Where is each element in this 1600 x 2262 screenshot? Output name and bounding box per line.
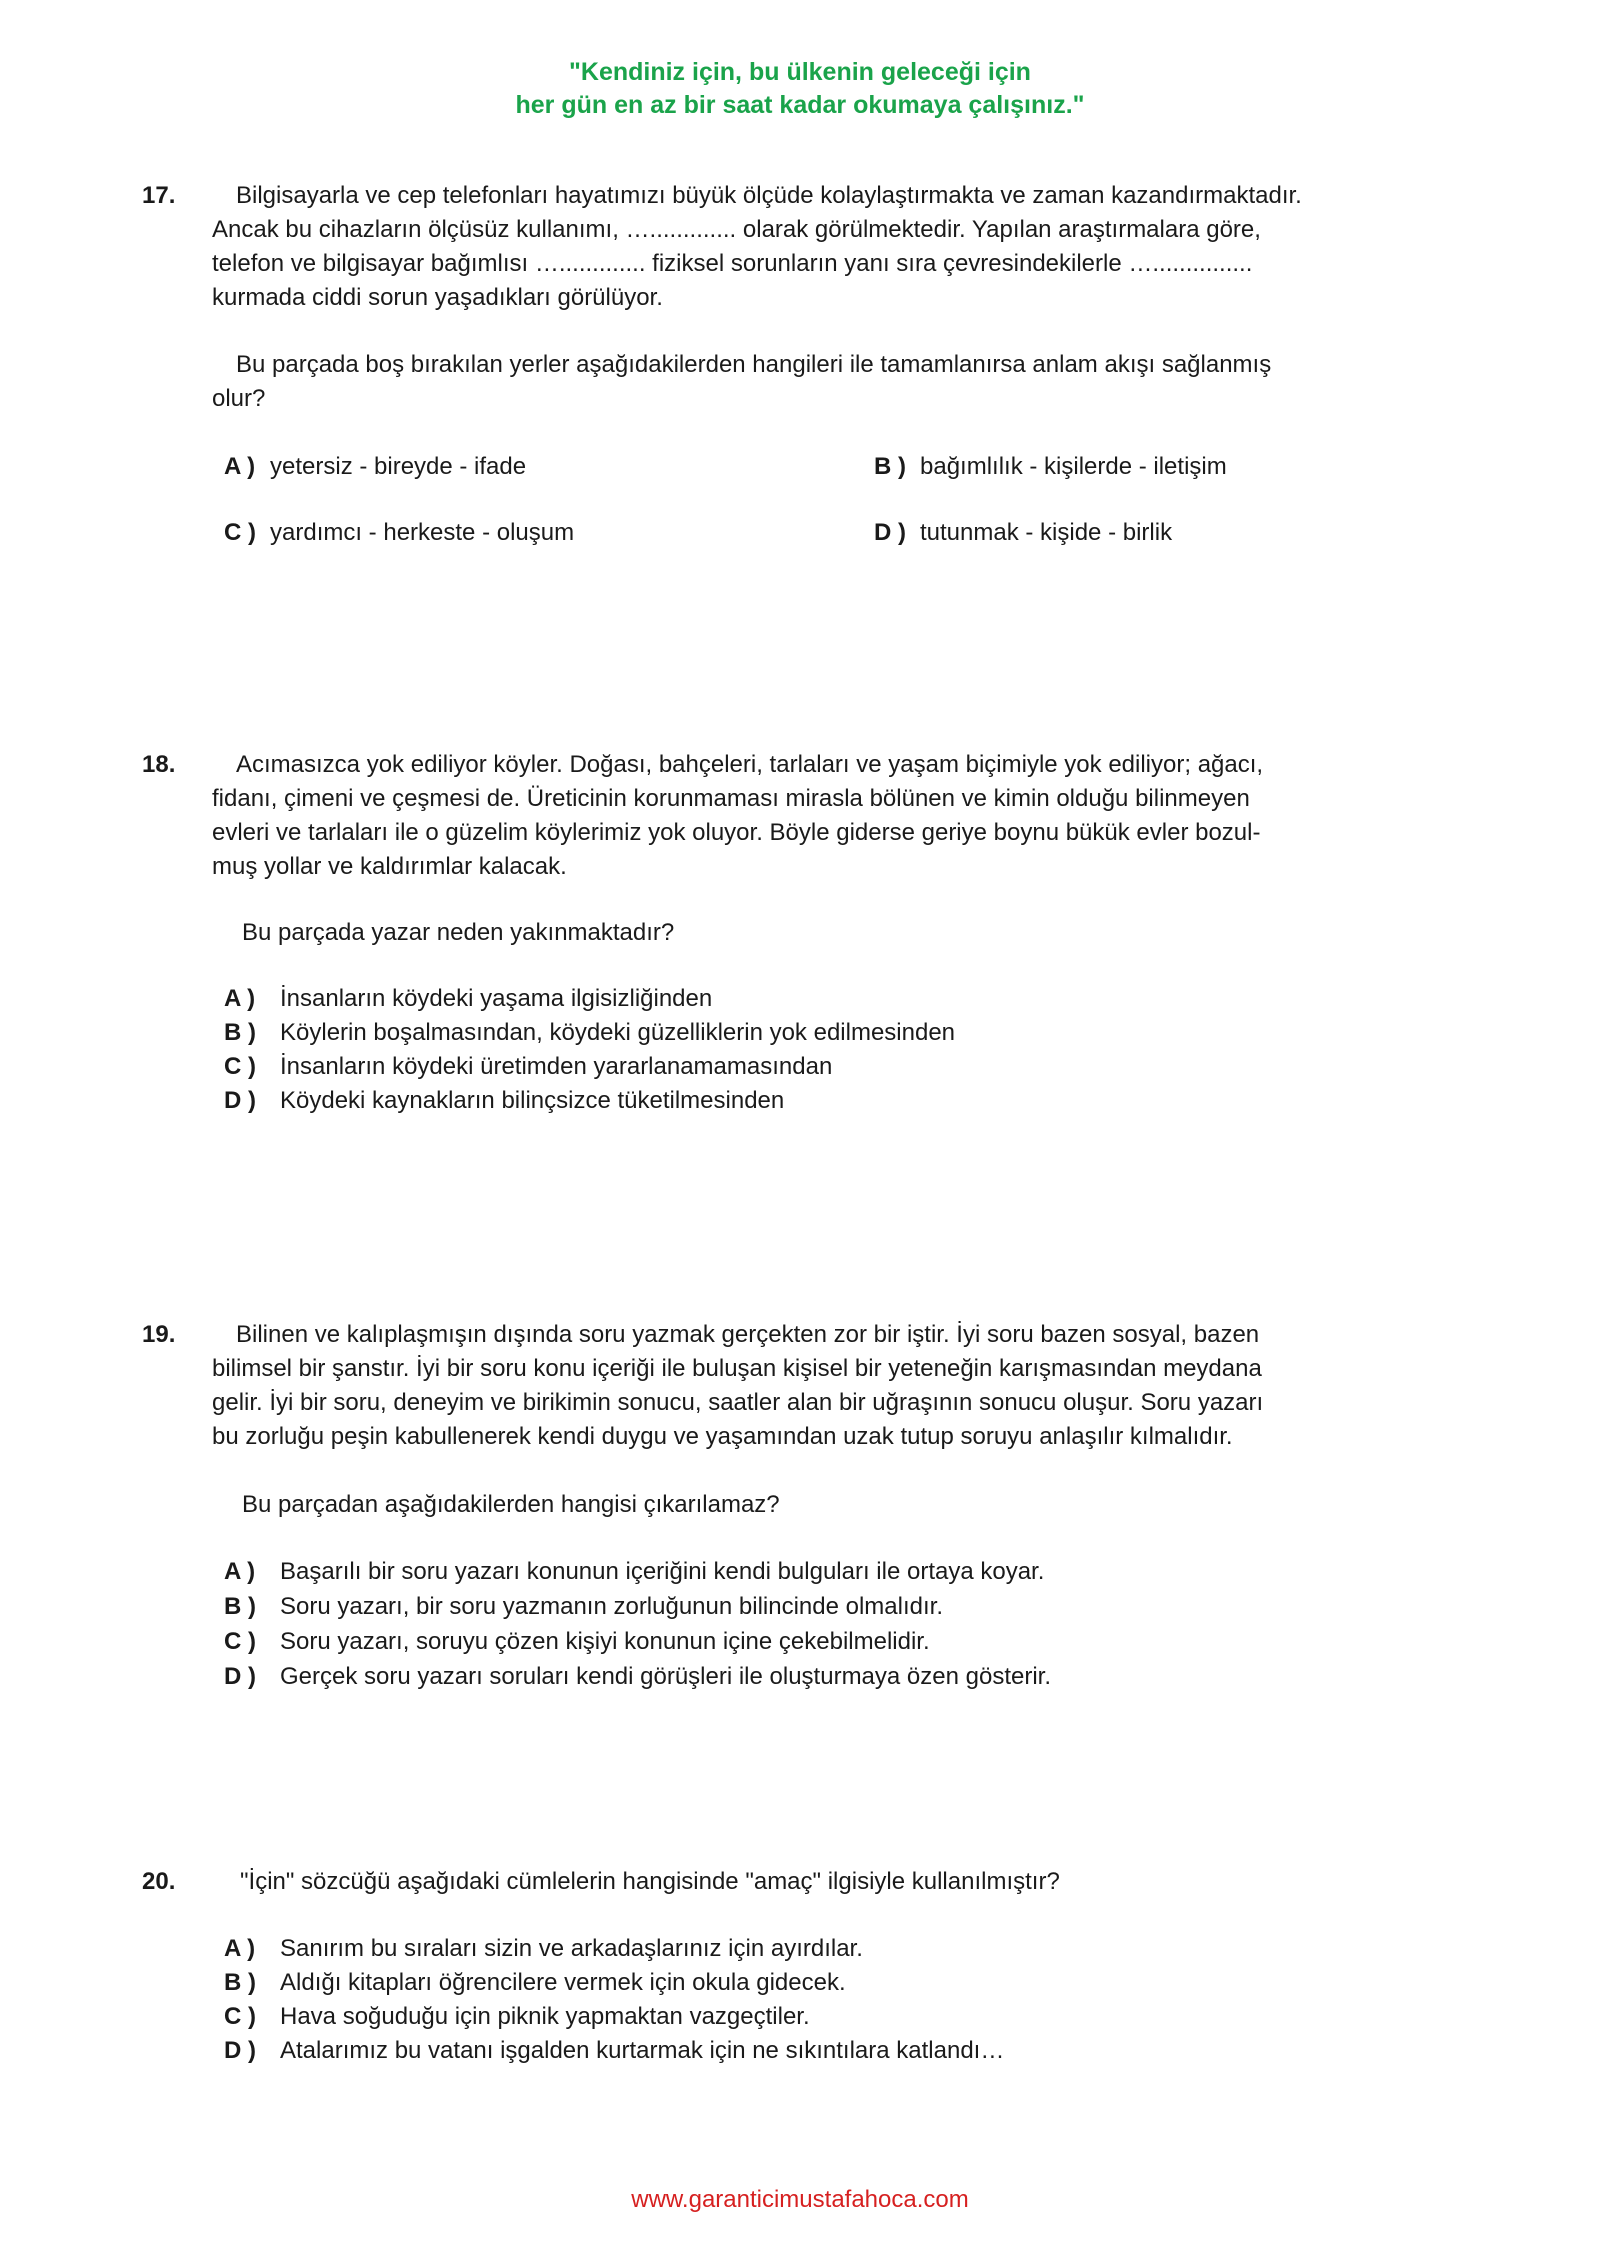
option-letter: C )	[224, 519, 256, 546]
option-b[interactable]	[224, 1016, 1442, 1050]
question-19	[142, 1318, 1442, 1695]
option-letter: D )	[224, 1087, 256, 1114]
option-d[interactable]	[224, 1084, 1442, 1118]
passage-line: Bilgisayarla ve cep telefonları hayatımızı büyük ölçüde kolaylaştırmakta ve zaman kazandırmaktadır.	[236, 182, 1302, 209]
option-text: Soru yazarı, soruyu çözen kişiyi konunun içine çekebilmelidir.	[280, 1628, 930, 1655]
option-text: İnsanların köydeki yaşama ilgisizliğinden	[280, 985, 713, 1012]
question-20	[142, 1865, 1442, 2068]
option-a[interactable]	[224, 450, 874, 484]
option-c[interactable]	[224, 1625, 1442, 1660]
question-passage	[212, 748, 1442, 884]
passage-line: evleri ve tarlaları ile o güzelim köylerimiz yok oluyor. Böyle giderse geriye boynu bükük evler bozul-	[212, 819, 1261, 846]
question-prompt	[212, 348, 1442, 416]
question-passage	[212, 1318, 1442, 1454]
option-letter: C )	[224, 1628, 256, 1655]
option-letter: D )	[224, 1663, 256, 1690]
option-text: Atalarımız bu vatanı işgalden kurtarmak için ne sıkıntılara katlandı…	[280, 2037, 1005, 2064]
option-letter: A )	[224, 1558, 256, 1585]
option-d[interactable]	[224, 2034, 1442, 2068]
passage-line: kurmada ciddi sorun yaşadıkları görülüyor.	[212, 284, 663, 311]
option-c[interactable]	[224, 516, 874, 550]
option-text: Sanırım bu sıraları sizin ve arkadaşlarınız için ayırdılar.	[280, 1935, 863, 1962]
question-17	[142, 179, 1442, 550]
question-prompt	[212, 1488, 1442, 1522]
option-b[interactable]	[874, 450, 1474, 484]
passage-line: fidanı, çimeni ve çeşmesi de. Üreticinin korunmaması mirasla bölünen ve kimin olduğu bilinmeyen	[212, 785, 1250, 812]
question-prompt	[212, 916, 1442, 950]
question-18	[142, 748, 1442, 1118]
option-d[interactable]	[874, 516, 1474, 550]
answer-options	[224, 1932, 1442, 2068]
answer-options	[224, 450, 1442, 550]
footer-website-link[interactable]: www.garanticimustafahoca.com	[631, 2186, 969, 2213]
option-letter: B )	[224, 1969, 256, 1996]
option-letter: D )	[224, 2037, 256, 2064]
option-text: Aldığı kitapları öğrencilere vermek için okula gidecek.	[280, 1969, 846, 1996]
option-b[interactable]	[224, 1966, 1442, 2000]
option-a[interactable]	[224, 1555, 1442, 1590]
prompt-line: Bu parçada yazar neden yakınmaktadır?	[242, 919, 675, 946]
prompt-line: Bu parçada boş bırakılan yerler aşağıdakilerden hangileri ile tamamlanırsa anlam akışı sağlanmış	[236, 351, 1272, 378]
option-text: İnsanların köydeki üretimden yararlanamamasından	[280, 1053, 833, 1080]
question-prompt	[240, 1865, 1442, 1899]
answer-options	[224, 1555, 1442, 1695]
passage-line: Ancak bu cihazların ölçüsüz kullanımı, …............. olarak görülmektedir. Yapılan araştırmalara göre,	[212, 216, 1261, 243]
option-text: Köydeki kaynakların bilinçsizce tüketilmesinden	[280, 1087, 785, 1114]
option-text: tutunmak - kişide - birlik	[920, 519, 1173, 546]
option-text: Soru yazarı, bir soru yazmanın zorluğunun bilincinde olmalıdır.	[280, 1593, 943, 1620]
option-letter: A )	[224, 453, 256, 480]
option-text: Gerçek soru yazarı soruları kendi görüşleri ile oluşturmaya özen gösterir.	[280, 1663, 1051, 1690]
option-a[interactable]	[224, 982, 1442, 1016]
option-letter: A )	[224, 985, 256, 1012]
passage-line: bilimsel bir şanstır. İyi bir soru konu içeriği ile buluşan kişisel bir yeteneğin karışmasından meydana	[212, 1355, 1262, 1382]
option-c[interactable]	[224, 1050, 1442, 1084]
option-letter: B )	[224, 1019, 256, 1046]
question-passage	[212, 179, 1442, 315]
question-number: 19.	[142, 1321, 176, 1348]
passage-line: telefon ve bilgisayar bağımlısı …............. fiziksel sorunların yanı sıra çevresindekilerle …...............	[212, 250, 1253, 277]
prompt-line: olur?	[212, 385, 266, 412]
option-text: Hava soğuduğu için piknik yapmaktan vazgeçtiler.	[280, 2003, 810, 2030]
prompt-line: "İçin" sözcüğü aşağıdaki cümlelerin hangisinde "amaç" ilgisiyle kullanılmıştır?	[240, 1868, 1060, 1895]
option-letter: C )	[224, 2003, 256, 2030]
option-text: yetersiz - bireyde - ifade	[270, 453, 527, 480]
prompt-line: Bu parçadan aşağıdakilerden hangisi çıkarılamaz?	[242, 1491, 780, 1518]
option-text: bağımlılık - kişilerde - iletişim	[920, 453, 1227, 480]
motto-header	[0, 56, 1600, 122]
option-d[interactable]	[224, 1660, 1442, 1695]
option-letter: C )	[224, 1053, 256, 1080]
passage-line: muş yollar ve kaldırımlar kalacak.	[212, 853, 567, 880]
option-letter: D )	[874, 519, 906, 546]
motto-line-1: "Kendiniz için, bu ülkenin geleceği için	[569, 58, 1031, 86]
option-text: Başarılı bir soru yazarı konunun içeriğini kendi bulguları ile ortaya koyar.	[280, 1558, 1045, 1585]
passage-line: gelir. İyi bir soru, deneyim ve birikimin sonucu, saatler alan bir uğraşının sonucu oluşur. Soru yazarı	[212, 1389, 1264, 1416]
passage-line: Acımasızca yok ediliyor köyler. Doğası, bahçeleri, tarlaları ve yaşam biçimiyle yok ediliyor; ağacı,	[236, 751, 1264, 778]
passage-line: bu zorluğu peşin kabullenerek kendi duygu ve yaşamından uzak tutup soruyu anlaşılır kılmalıdır.	[212, 1423, 1233, 1450]
option-b[interactable]	[224, 1590, 1442, 1625]
option-text: Köylerin boşalmasından, köydeki güzelliklerin yok edilmesinden	[280, 1019, 956, 1046]
passage-line: Bilinen ve kalıplaşmışın dışında soru yazmak gerçekten zor bir iştir. İyi soru bazen sosyal, bazen	[236, 1321, 1260, 1348]
option-text: yardımcı - herkeste - oluşum	[270, 519, 575, 546]
option-letter: A )	[224, 1935, 256, 1962]
question-number: 17.	[142, 182, 176, 209]
option-a[interactable]	[224, 1932, 1442, 1966]
option-letter: B )	[224, 1593, 256, 1620]
answer-options	[224, 982, 1442, 1118]
question-number: 18.	[142, 751, 176, 778]
motto-line-2: her gün en az bir saat kadar okumaya çalışınız."	[515, 91, 1085, 119]
question-number: 20.	[142, 1868, 176, 1895]
option-letter: B )	[874, 453, 906, 480]
option-c[interactable]	[224, 2000, 1442, 2034]
